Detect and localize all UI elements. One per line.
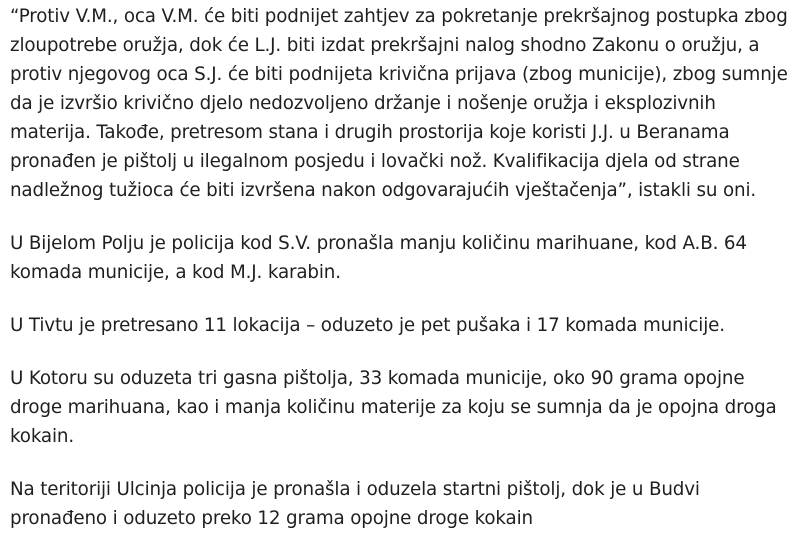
- paragraph-bijelo-polje: U Bijelom Polju je policija kod S.V. pronašla manju količinu marihuane, kod A.B. 64 komada municije, a kod M.J. karabin.: [10, 233, 747, 283]
- article-body: [10, 2, 788, 557]
- paragraph-quote-statement: “Protiv V.M., oca V.M. će biti podnijet zahtjev za pokretanje prekršajnog postupka zbog zloupotrebe oružja, dok će L.J. biti izdat prekršajni nalog shodno Zakonu o oružju, a protiv njegovog oca S.J. će biti podnijeta krivična prijava (zbog municije), zbog sumnje da je izvršio krivično djelo nedozvoljeno držanje i nošenje oružja i eksplozivnih materija. Takođe, pretresom stana i drugih prostorija koje koristi J.J. u Beranama pronađen je pištolj u ilegalnom posjedu i lovački nož. Kvalifikacija djela od strane nadležnog tužioca će biti izvršena nakon odgovarajućih vještačenja”, istakli su oni.: [10, 6, 788, 201]
- paragraph-tivat: U Tivtu je pretresano 11 lokacija – oduzeto je pet pušaka i 17 komada municije.: [10, 315, 725, 336]
- paragraph-kotor: U Kotoru su oduzeta tri gasna pištolja, 33 komada municije, oko 90 grama opojne droge marihuana, kao i manja količinu materije za koju se sumnja da je opojna droga kokain.: [10, 368, 777, 447]
- paragraph-ulcinj-budva: Na teritoriji Ulcinja policija je pronašla i oduzela startni pištolj, dok je u Budvi pronađeno i oduzeto preko 12 grama opojne droge kokain: [10, 479, 700, 529]
